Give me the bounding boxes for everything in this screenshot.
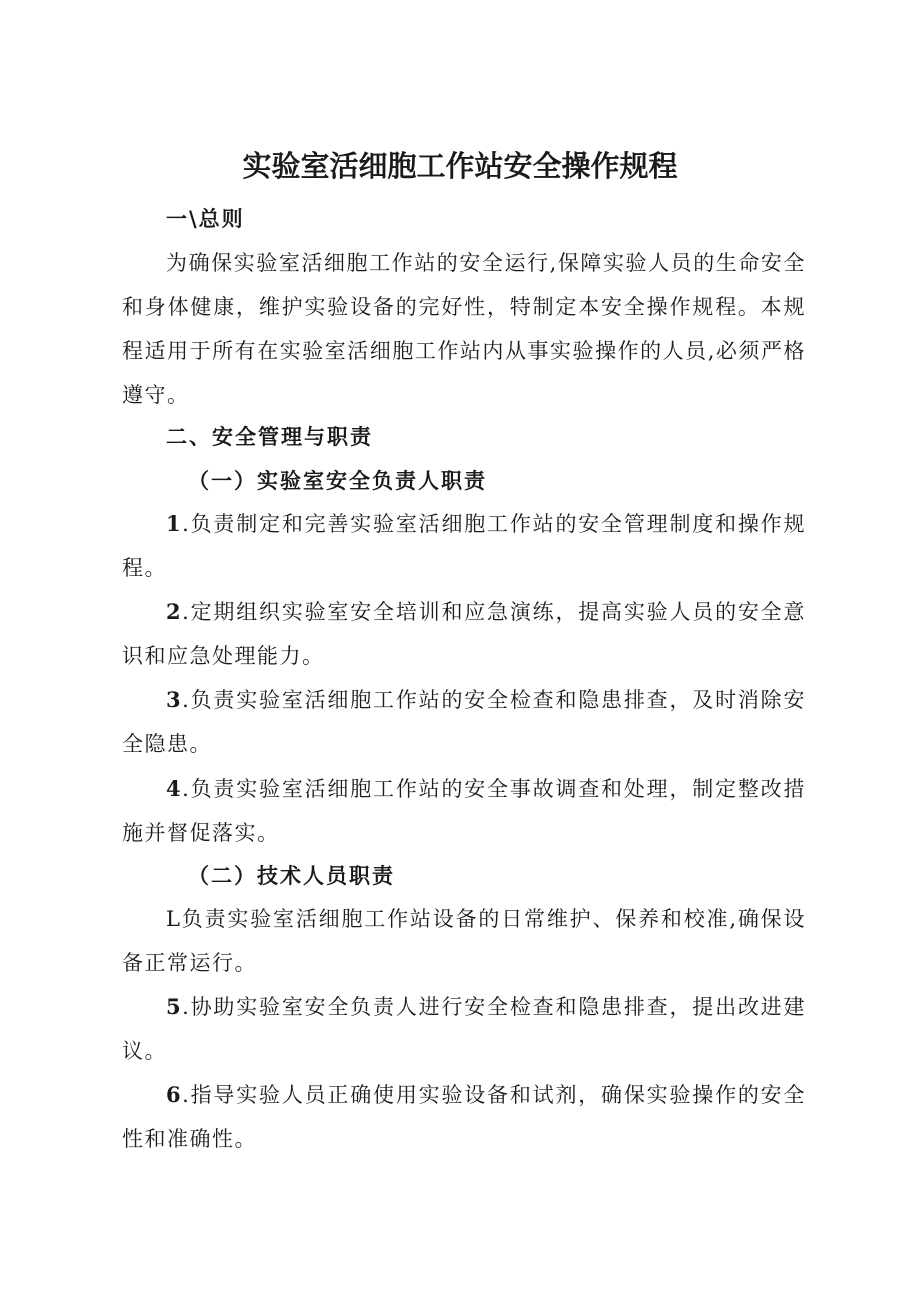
list-item-text: .负责实验室活细胞工作站的安全检查和隐患排查，及时消除安全隐患。: [122, 688, 806, 756]
list-item: [122, 502, 806, 590]
document-title: 实验室活细胞工作站安全操作规程: [242, 149, 678, 183]
list-item-number: 3: [166, 687, 183, 712]
list-item-number: 1: [166, 511, 183, 536]
list-item-number: 5: [166, 994, 183, 1019]
list-item: [122, 897, 806, 985]
list-item-text: .负责制定和完善实验室活细胞工作站的安全管理制度和操作规程。: [122, 512, 806, 580]
list-item-text: .指导实验人员正确使用实验设备和试剂，确保实验操作的安全性和准确性。: [122, 1083, 806, 1151]
list-item: [122, 985, 806, 1073]
list-item: [122, 1073, 806, 1161]
list-item: [122, 767, 806, 855]
section-general-paragraph: 为确保实验室活细胞工作站的安全运行,保障实验人员的生命安全和身体健康，维护实验设备的完好性，特制定本安全操作规程。本规程适用于所有在实验室活细胞工作站内从事实验操作的人员,必须严格遵守。: [122, 251, 806, 407]
subsection-heading-lab-safety-officer: （一）实验室安全负责人职责: [188, 468, 487, 493]
list-item: [122, 678, 806, 766]
list-item-text: .定期组织实验室安全培训和应急演练，提高实验人员的安全意识和应急处理能力。: [122, 600, 806, 668]
section-heading-safety-management: 二、安全管理与职责: [166, 424, 373, 449]
list-item-number: 6: [166, 1082, 183, 1107]
list-item: [122, 590, 806, 678]
list-item-number: 4: [166, 776, 183, 801]
list-item-text: L负责实验室活细胞工作站设备的日常维护、保养和校准,确保设备正常运行。: [122, 907, 806, 975]
section-heading-general: 一\总则: [166, 206, 245, 231]
list-item-number: 2: [166, 599, 183, 624]
list-item-text: .协助实验室安全负责人进行安全检查和隐患排查，提出改进建议。: [122, 995, 806, 1063]
list-item-text: .负责实验室活细胞工作站的安全事故调查和处理，制定整改措施并督促落实。: [122, 777, 806, 845]
subsection-heading-technical-staff: （二）技术人员职责: [188, 863, 395, 888]
